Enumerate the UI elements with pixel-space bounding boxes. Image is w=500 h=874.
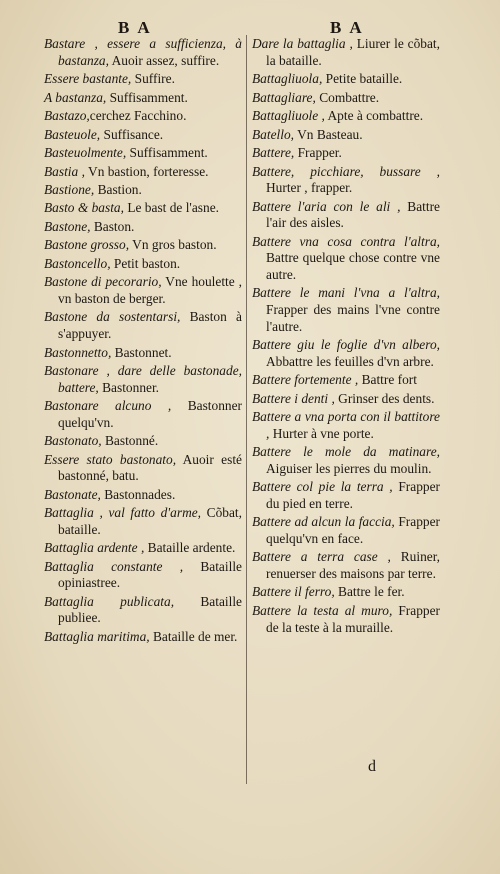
entry-gloss: Aiguiser les pierres du moulin. (266, 460, 432, 476)
dictionary-entry (44, 433, 242, 450)
entry-gloss: Frapper. (294, 145, 342, 161)
dictionary-entry (44, 505, 242, 538)
signature-mark: d (368, 758, 376, 775)
dictionary-entry (252, 234, 440, 284)
dictionary-entry (44, 363, 242, 396)
entry-gloss: cerchez Facchino. (89, 108, 187, 124)
entry-term: Battaglia ardente , (44, 540, 145, 556)
dictionary-entry (44, 164, 242, 181)
entry-gloss: Battre le fer. (334, 584, 405, 600)
right-column (252, 36, 440, 638)
entry-gloss: Bataille ardente. (144, 540, 236, 556)
dictionary-entry (44, 274, 242, 307)
entry-gloss: Bastonner. (98, 379, 160, 395)
entry-term: Battere la testa al muro, (252, 602, 393, 618)
entry-term: Bastazo, (44, 108, 90, 124)
dictionary-entry (252, 409, 440, 442)
entry-term: Battere a vna porta con il battitore , (252, 409, 440, 441)
dictionary-entry (44, 594, 242, 627)
entry-term: Battere vna cosa contra l'altra, (252, 233, 440, 249)
dictionary-entry (44, 219, 242, 236)
entry-term: Battaglia , val fatto d'arme, (44, 505, 202, 521)
entry-term: Battere l'aria con le ali , (252, 198, 401, 214)
entry-term: Bastia , (44, 163, 85, 179)
entry-term: Basteuole, (44, 126, 101, 142)
dictionary-entry (252, 164, 440, 197)
dictionary-entry (44, 487, 242, 504)
entry-term: Battaglia constante , (44, 558, 184, 574)
column-divider (246, 35, 247, 784)
entry-term: Bastonato, (44, 433, 102, 449)
dictionary-entry (252, 127, 440, 144)
entry-gloss: Suffisamment. (106, 89, 188, 105)
dictionary-entry (252, 603, 440, 636)
entry-term: Battere col pie la terra , (252, 479, 393, 495)
dictionary-entry (252, 584, 440, 601)
entry-gloss: Ruiner, renuerser des maisons par terre. (266, 549, 440, 581)
entry-gloss: Cõbat, bataille. (58, 505, 242, 537)
dictionary-entry (252, 108, 440, 125)
dictionary-entry (44, 309, 242, 342)
entry-term: Bastonare , dare delle bastonade, battere, (44, 363, 242, 395)
running-head-left: BA (118, 18, 158, 37)
dictionary-entry (44, 452, 242, 485)
entry-term: Basteuolmente, (44, 145, 127, 161)
entry-gloss: Frapper du pied en terre. (266, 479, 440, 511)
entry-term: Essere stato bastonato, (44, 451, 177, 467)
entry-gloss: Grinser des dents. (334, 390, 435, 406)
entry-gloss: Battre quelque chose contre vne autre. (266, 250, 440, 282)
entry-gloss: Battre l'air des aisles. (266, 198, 440, 231)
entry-term: Battere a terra case , (252, 549, 391, 565)
entry-gloss: Vn bastion, forteresse. (84, 163, 209, 179)
dictionary-entry (44, 629, 242, 646)
dictionary-entry (44, 398, 242, 431)
entry-term: Battere fortemente , (252, 372, 359, 388)
entry-term: Batello, (252, 126, 295, 142)
entry-gloss: Bastonnet. (111, 344, 172, 360)
dictionary-entry (252, 199, 440, 232)
dictionary-entry (44, 256, 242, 273)
entry-term: Bastione, (44, 181, 95, 197)
entry-term: Bastone di pecorario, (44, 274, 162, 290)
dictionary-entry (44, 127, 242, 144)
entry-gloss: Baston. (90, 218, 135, 234)
entry-term: Battere le mole da matinare, (252, 444, 440, 460)
entry-gloss: Battre fort (358, 372, 417, 388)
entry-gloss: Bastonné. (101, 433, 159, 449)
running-head-right: BA (330, 18, 370, 37)
entry-gloss: Auoir assez, suffire. (108, 52, 220, 68)
entry-gloss: Suffire. (131, 71, 175, 87)
entry-gloss: Vn Basteau. (294, 126, 363, 142)
dictionary-entry (44, 90, 242, 107)
entry-term: Bastone grosso, (44, 237, 130, 253)
entry-term: Battere le mani l'vna a l'altra, (252, 285, 440, 301)
entry-term: Bastare , essere a sufficienza, à bastanza, (44, 36, 242, 68)
dictionary-entry (44, 182, 242, 199)
dictionary-entry (44, 108, 242, 125)
entry-gloss: Hurter , frapper. (266, 180, 353, 196)
dictionary-entry (44, 540, 242, 557)
entry-term: Bastonare alcuno , (44, 398, 172, 414)
entry-gloss: Petit baston. (110, 255, 181, 271)
dictionary-entry (44, 145, 242, 162)
entry-gloss: Frapper de la teste à la muraille. (266, 602, 440, 635)
entry-term: Essere bastante, (44, 71, 132, 87)
entry-gloss: Petite bataille. (322, 71, 403, 87)
entry-gloss: Frapper quelqu'vn en face. (266, 514, 440, 546)
dictionary-entry (44, 345, 242, 362)
entry-term: Battagliare, (252, 89, 316, 105)
entry-term: Battagliuole , (252, 108, 325, 124)
entry-term: Battere ad alcun la faccia, (252, 514, 395, 530)
entry-gloss: Suffisance. (100, 126, 164, 142)
entry-term: Bastone da sostentarsi, (44, 309, 181, 325)
dictionary-entry (44, 71, 242, 88)
entry-gloss: Frapper des mains l'vne contre l'autre. (266, 301, 440, 334)
dictionary-entry (44, 36, 242, 69)
entry-gloss: Bastonner quelqu'vn. (58, 398, 242, 430)
entry-gloss: Hurter à vne porte. (269, 425, 374, 441)
entry-term: Battaglia publicata, (44, 593, 175, 609)
dictionary-entry (252, 514, 440, 547)
entry-gloss: Baston à s'appuyer. (58, 309, 242, 342)
entry-gloss: Bastonnades. (100, 486, 176, 502)
entry-term: Battere il ferro, (252, 584, 335, 600)
dictionary-entry (252, 337, 440, 370)
entry-term: Bastoncello, (44, 255, 111, 271)
entry-term: A bastanza, (44, 89, 107, 105)
entry-gloss: Bastion. (94, 181, 142, 197)
dictionary-entry (252, 479, 440, 512)
dictionary-entry (252, 391, 440, 408)
dictionary-entry (252, 36, 440, 69)
entry-term: Battaglia maritima, (44, 628, 150, 644)
entry-gloss: Bataille de mer. (149, 628, 238, 644)
entry-gloss: Suffisamment. (126, 145, 208, 161)
entry-gloss: Apte à combattre. (324, 108, 424, 124)
dictionary-entry (252, 444, 440, 477)
entry-term: Battere i denti , (252, 390, 335, 406)
dictionary-entry (252, 71, 440, 88)
entry-term: Battere, picchiare, bussare , (252, 163, 440, 179)
entry-gloss: Bataille opiniastree. (58, 558, 242, 591)
entry-term: Battere, (252, 145, 295, 161)
entry-gloss: Combattre. (315, 89, 380, 105)
dictionary-entry (252, 285, 440, 335)
dictionary-entry (44, 237, 242, 254)
entry-term: Bastone, (44, 218, 91, 234)
dictionary-entry (252, 145, 440, 162)
entry-gloss: Liurer le cõbat, la bataille. (266, 36, 441, 68)
dictionary-entry (44, 559, 242, 592)
entry-gloss: Vne houlette , vn baston de berger. (58, 274, 242, 306)
entry-term: Battagliuola, (252, 71, 323, 87)
entry-gloss: Auoir esté bastonné, batu. (58, 451, 242, 484)
entry-gloss: Le bast de l'asne. (123, 200, 219, 216)
entry-term: Dare la battaglia , (252, 36, 353, 51)
dictionary-entry (252, 372, 440, 389)
entry-term: Bastonnetto, (44, 344, 112, 360)
entry-gloss: Abbattre les feuilles d'vn arbre. (266, 353, 434, 369)
entry-gloss: Vn gros baston. (129, 237, 217, 253)
entry-term: Battere giu le foglie d'vn albero, (252, 337, 440, 352)
left-column (44, 36, 242, 647)
dictionary-entry (252, 549, 440, 582)
entry-term: Basto & basta, (44, 200, 124, 216)
dictionary-entry (252, 90, 440, 107)
entry-gloss: Bataille publiee. (58, 593, 242, 626)
dictionary-entry (44, 200, 242, 217)
entry-term: Bastonate, (44, 486, 101, 502)
